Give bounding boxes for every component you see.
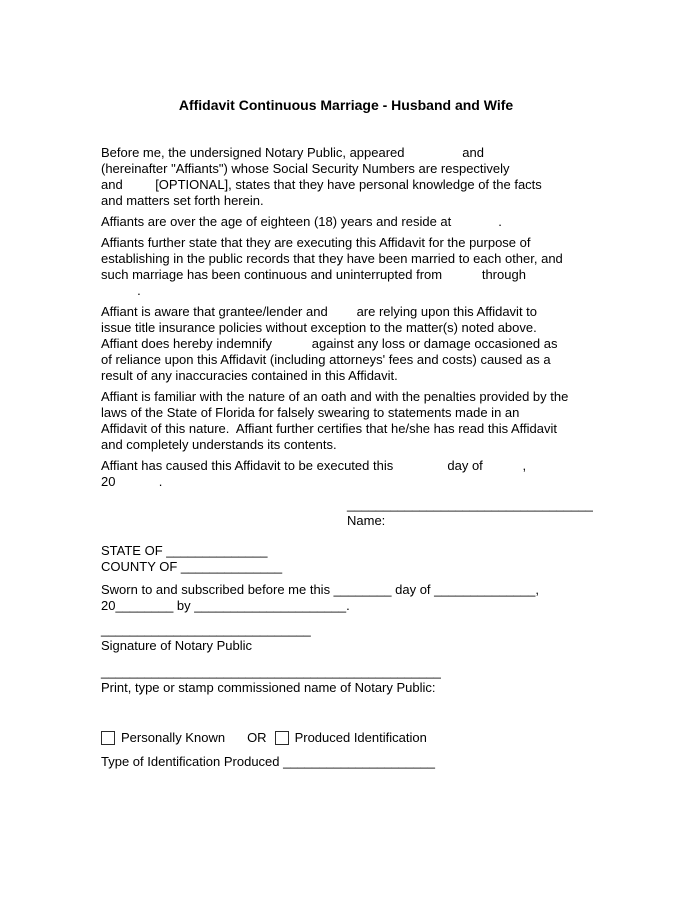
paragraph-notary-appearance	[101, 145, 626, 209]
identification-section	[101, 729, 626, 770]
personally-known-checkbox[interactable]	[101, 731, 115, 745]
notary-signature-block	[101, 622, 626, 654]
paragraph-oath-penalties	[101, 389, 626, 453]
affiant-signature-block	[347, 497, 626, 529]
paragraph-line: and matters set forth herein.	[101, 193, 264, 208]
county-of-line: COUNTY OF ______________	[101, 559, 283, 574]
sworn-subscribed-block	[101, 582, 626, 614]
paragraph-line: Affiants further state that they are executing this Affidavit for the purpose of	[101, 235, 531, 250]
sworn-line: 20________ by _____________________.	[101, 598, 350, 613]
personally-known-label: Personally Known	[121, 729, 226, 745]
notary-printed-name-block	[101, 664, 626, 696]
affiant-signature-line: __________________________________	[347, 497, 593, 512]
type-of-identification-line: Type of Identification Produced _____________________	[101, 754, 435, 769]
notary-printed-name-label: Print, type or stamp commissioned name of Notary Public:	[101, 680, 436, 695]
paragraph-line: establishing in the public records that they have been married to each other, and	[101, 251, 563, 266]
paragraph-line: .	[101, 283, 141, 298]
paragraph-line: Affiant is familiar with the nature of an oath and with the penalties provided by the	[101, 389, 569, 404]
document-title: Affidavit Continuous Marriage - Husband and Wife	[178, 97, 514, 113]
paragraph-line: Affidavit of this nature. Affiant further certifies that he/she has read this Affidavit	[101, 421, 557, 436]
notary-printed-name-line: _______________________________________________	[101, 664, 441, 679]
paragraph-line: 20 .	[101, 474, 163, 489]
paragraph-line: and [OPTIONAL], states that they have personal knowledge of the facts	[101, 177, 542, 192]
sworn-line: Sworn to and subscribed before me this ________ day of ______________,	[101, 582, 539, 597]
affiant-name-label: Name:	[347, 513, 386, 528]
paragraph-line: (hereinafter "Affiants") whose Social Security Numbers are respectively	[101, 161, 510, 176]
paragraph-line: Before me, the undersigned Notary Public, appeared and	[101, 145, 484, 160]
paragraph-line: laws of the State of Florida for falsely swearing to statements made in an	[101, 405, 520, 420]
paragraph-line: result of any inaccuracies contained in this Affidavit.	[101, 368, 398, 383]
notary-signature-label: Signature of Notary Public	[101, 638, 253, 653]
paragraph-line: Affiant has caused this Affidavit to be executed this day of ,	[101, 458, 527, 473]
paragraph-line: such marriage has been continuous and uninterrupted from through	[101, 267, 526, 282]
produced-identification-label: Produced Identification	[294, 729, 427, 745]
venue-block	[101, 543, 626, 575]
paragraph-reliance-indemnity	[101, 304, 626, 384]
paragraph-line: Affiants are over the age of eighteen (18) years and reside at .	[101, 214, 502, 229]
state-of-line: STATE OF ______________	[101, 543, 268, 558]
paragraph-age-residence	[101, 214, 626, 230]
notary-signature-line: _____________________________	[101, 622, 311, 637]
paragraph-line: Affiant does hereby indemnify against any loss or damage occasioned as	[101, 336, 558, 351]
paragraph-line: Affiant is aware that grantee/lender and are relying upon this Affidavit to	[101, 304, 538, 319]
paragraph-execution-date	[101, 458, 626, 490]
paragraph-line: of reliance upon this Affidavit (including attorneys' fees and costs) caused as a	[101, 352, 551, 367]
paragraph-purpose	[101, 235, 626, 299]
identification-options-row	[101, 729, 626, 746]
or-label: OR	[247, 729, 267, 745]
paragraph-line: and completely understands its contents.	[101, 437, 337, 452]
paragraph-line: issue title insurance policies without exception to the matter(s) noted above.	[101, 320, 537, 335]
produced-identification-checkbox[interactable]	[275, 731, 289, 745]
